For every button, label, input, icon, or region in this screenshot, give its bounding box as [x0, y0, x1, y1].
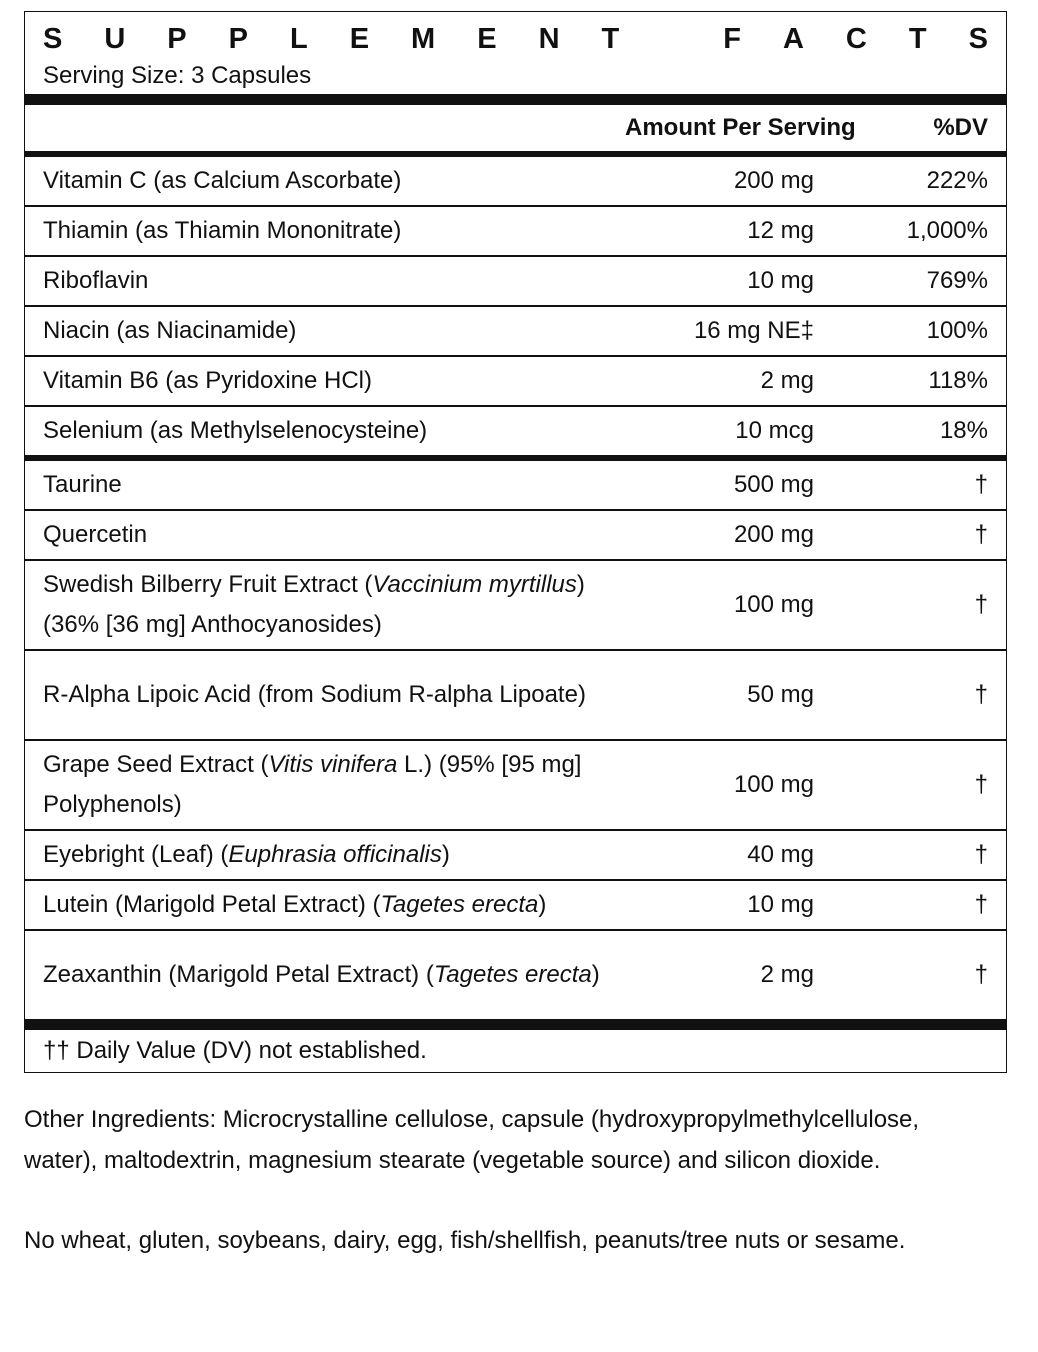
- nutrient-name: [25, 835, 625, 875]
- nutrient-name: Vitamin B6 (as Pyridoxine HCl): [43, 367, 373, 394]
- latin-name: Tagetes erecta: [380, 891, 539, 918]
- nutrient-amount: 10 mg: [747, 891, 814, 918]
- name-text: Quercetin: [43, 521, 148, 548]
- latin-name: Vaccinium myrtillus: [372, 571, 577, 598]
- nutrient-dv: 100%: [926, 317, 988, 344]
- name-text: ) (36% [36 mg] Anthocyanosides): [43, 571, 585, 638]
- name-text: ): [441, 841, 450, 868]
- nutrient-row: [25, 511, 1006, 559]
- header-dv: %DV: [933, 114, 988, 141]
- nutrient-amount: 40 mg: [747, 841, 814, 868]
- latin-name: Tagetes erecta: [433, 961, 592, 988]
- nutrient-name: Riboflavin: [43, 267, 149, 294]
- ingredients-text-block: [24, 1100, 984, 1262]
- name-text: Lutein (Marigold Petal Extract) (: [43, 891, 381, 918]
- nutrient-amount: 500 mg: [733, 471, 814, 498]
- nutrient-dv: †: [974, 681, 988, 708]
- nutrient-dv: 18%: [939, 417, 988, 444]
- other-ingredients: Other Ingredients: Microcrystalline cellulose, capsule (hydroxypropylmethylcellulose, water), maltodextrin, magnesium stearate (vegetable source) and silicon dioxide.: [24, 1106, 920, 1174]
- name-text: Taurine: [43, 471, 122, 498]
- nutrient-dv: †: [974, 841, 988, 868]
- title-letter: T: [601, 23, 620, 55]
- nutrient-dv: 769%: [926, 267, 988, 294]
- name-text: ): [538, 891, 547, 918]
- nutrient-row: [25, 157, 1006, 205]
- name-text: Swedish Bilberry Fruit Extract (: [43, 571, 373, 598]
- title-letter: A: [782, 23, 804, 55]
- nutrient-dv: 1,000%: [906, 217, 988, 244]
- column-header-row: [25, 105, 1006, 151]
- other-ingredients-group: [25, 461, 1006, 1019]
- nutrient-amount: 200 mg: [733, 521, 814, 548]
- title-letter: E: [349, 23, 370, 55]
- title-letter: P: [228, 23, 248, 55]
- title-letter: F: [723, 23, 741, 55]
- nutrient-row: [25, 207, 1006, 255]
- nutrient-dv: 222%: [926, 167, 988, 194]
- name-text: Grape Seed Extract (: [43, 751, 269, 778]
- thick-rule: [25, 94, 1006, 105]
- nutrient-row: [25, 831, 1006, 879]
- title-letter: S: [968, 23, 988, 55]
- nutrient-name: [25, 515, 625, 555]
- nutrient-row: [25, 651, 1006, 739]
- nutrient-dv: †: [974, 591, 988, 618]
- nutrient-amount: 100 mg: [733, 591, 814, 618]
- nutrient-row: [25, 307, 1006, 355]
- latin-name: Euphrasia officinalis: [228, 841, 442, 868]
- name-text: ): [591, 961, 600, 988]
- nutrient-row: [25, 357, 1006, 405]
- header-amount: Amount Per Serving: [625, 114, 856, 141]
- nutrient-dv: †: [974, 771, 988, 798]
- nutrient-dv: †: [974, 891, 988, 918]
- nutrient-amount: 10 mg: [747, 267, 814, 294]
- nutrient-amount: 2 mg: [760, 367, 814, 394]
- nutrient-dv: †: [974, 961, 988, 988]
- title-letter: N: [538, 23, 560, 55]
- serving-size: Serving Size: 3 Capsules: [43, 62, 312, 89]
- nutrient-row: [25, 257, 1006, 305]
- nutrient-row: [25, 881, 1006, 929]
- name-text: Eyebright (Leaf) (: [43, 841, 229, 868]
- nutrient-row: [25, 407, 1006, 455]
- title-letter: M: [411, 23, 436, 55]
- nutrient-name: [25, 565, 625, 645]
- nutrient-amount: 16 mg NE‡: [693, 317, 814, 344]
- supplement-facts-panel: [24, 11, 1007, 1073]
- footnote: †† Daily Value (DV) not established.: [43, 1037, 427, 1064]
- vitamins-group: [25, 157, 1006, 455]
- nutrient-amount: 10 mcg: [735, 417, 814, 444]
- nutrient-row: [25, 461, 1006, 509]
- nutrient-name: [25, 885, 625, 925]
- nutrient-row: [25, 561, 1006, 649]
- title-letter: L: [289, 23, 308, 55]
- nutrient-name: [25, 675, 625, 715]
- nutrient-amount: 12 mg: [747, 217, 814, 244]
- nutrient-amount: 2 mg: [760, 961, 814, 988]
- nutrient-dv: 118%: [928, 367, 988, 394]
- nutrient-row: [25, 741, 1006, 829]
- nutrient-name: Selenium (as Methylselenocysteine): [43, 417, 428, 444]
- title-letter: E: [477, 23, 497, 55]
- name-text: L.) (95% [95 mg] Polyphenols): [43, 751, 582, 818]
- thick-rule: [25, 1019, 1006, 1030]
- nutrient-name: Niacin (as Niacinamide): [43, 317, 297, 344]
- title-letter: C: [845, 23, 867, 55]
- allergen-statement: No wheat, gluten, soybeans, dairy, egg, fish/shellfish, peanuts/tree nuts or sesame.: [24, 1227, 906, 1254]
- nutrient-amount: 50 mg: [747, 681, 814, 708]
- latin-name: Vitis vinifera: [268, 751, 398, 778]
- paragraph-gap: [24, 1181, 984, 1221]
- title-letter: S: [43, 23, 63, 55]
- nutrient-dv: †: [974, 471, 988, 498]
- title-letter: T: [908, 23, 927, 55]
- nutrient-amount: 100 mg: [733, 771, 814, 798]
- nutrient-name: [25, 745, 625, 825]
- name-text: Zeaxanthin (Marigold Petal Extract) (: [43, 961, 434, 988]
- title-letter: U: [104, 23, 126, 55]
- nutrient-name: Thiamin (as Thiamin Mononitrate): [43, 217, 402, 244]
- name-text: R-Alpha Lipoic Acid (from Sodium R-alpha Lipoate): [43, 681, 586, 708]
- nutrient-name: Vitamin C (as Calcium Ascorbate): [43, 167, 402, 194]
- nutrient-row: [25, 931, 1006, 1019]
- nutrient-name: [25, 955, 625, 995]
- nutrient-amount: 200 mg: [733, 167, 814, 194]
- nutrient-dv: †: [974, 521, 988, 548]
- nutrient-name: [25, 465, 625, 505]
- title-letter: P: [167, 23, 187, 55]
- panel-title: [25, 12, 1006, 56]
